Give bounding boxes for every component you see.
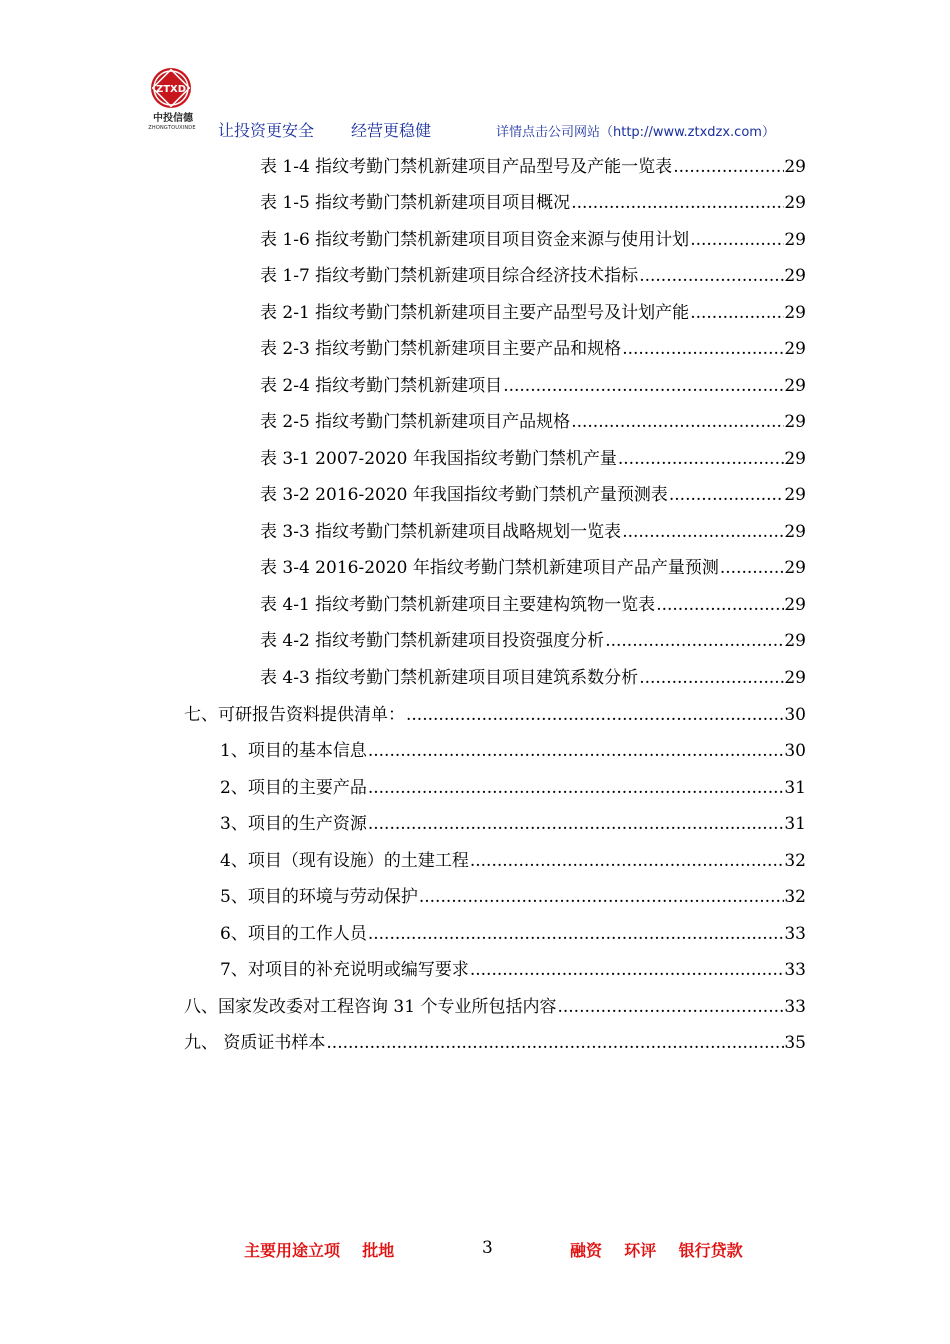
toc-entry-page: 29: [784, 376, 806, 396]
toc-entry-page: 29: [784, 303, 806, 323]
toc-entry-title: 表 1-6 指纹考勤门禁机新建项目项目资金来源与使用计划: [260, 230, 690, 250]
toc-entry[interactable]: [220, 955, 806, 979]
toc-leader-dots: [502, 376, 784, 396]
toc-entry[interactable]: [260, 261, 806, 285]
toc-entry-page: 35: [784, 1033, 806, 1053]
toc-entry-page: 29: [784, 266, 806, 286]
toc-leader-dots: [367, 814, 785, 834]
toc-entry-page: 29: [784, 157, 806, 177]
toc-leader-dots: [719, 558, 785, 578]
toc-entry[interactable]: [260, 371, 806, 395]
toc-leader-dots: [672, 157, 784, 177]
toc-entry-title: 八、国家发改委对工程咨询 31 个专业所包括内容: [184, 997, 557, 1017]
toc-entry-page: 31: [784, 814, 806, 834]
toc-entry[interactable]: [184, 700, 806, 724]
footer-services-text: 融资 环评 银行贷款: [570, 1241, 743, 1260]
toc-entry-page: 29: [784, 631, 806, 651]
toc-entry-page: 29: [784, 339, 806, 359]
slogan-safe-investment: 让投资更安全: [218, 121, 315, 140]
toc-entry[interactable]: [260, 663, 806, 687]
toc-entry-page: 29: [784, 230, 806, 250]
toc-leader-dots: [689, 230, 784, 250]
logo-text: 中投信德: [153, 113, 193, 124]
toc-entry-page: 29: [784, 485, 806, 505]
toc-entry-title: 九、 资质证书样本: [184, 1033, 326, 1053]
toc-entry-title: 表 2-4 指纹考勤门禁机新建项目: [260, 376, 503, 396]
toc-entry-title: 表 4-3 指纹考勤门禁机新建项目项目建筑系数分析: [260, 668, 639, 688]
toc-entry-title: 7、对项目的补充说明或编写要求: [220, 960, 469, 980]
toc-leader-dots: [621, 339, 784, 359]
toc-entry[interactable]: [260, 480, 806, 504]
toc-entry-title: 表 4-1 指纹考勤门禁机新建项目主要建构筑物一览表: [260, 595, 656, 615]
toc-entry-title: 6、项目的工作人员: [220, 924, 367, 944]
toc-entry[interactable]: [260, 553, 806, 577]
toc-entry-title: 表 3-2 2016-2020 年我国指纹考勤门禁机产量预测表: [260, 485, 668, 505]
toc-leader-dots: [367, 924, 785, 944]
toc-leader-dots: [469, 851, 785, 871]
toc-entry[interactable]: [220, 773, 806, 797]
toc-entry-page: 29: [784, 522, 806, 542]
toc-entry-title: 表 3-3 指纹考勤门禁机新建项目战略规划一览表: [260, 522, 622, 542]
toc-entry[interactable]: [260, 334, 806, 358]
toc-entry-title: 表 4-2 指纹考勤门禁机新建项目投资强度分析: [260, 631, 605, 651]
toc-leader-dots: [638, 668, 784, 688]
toc-entry-page: 29: [784, 595, 806, 615]
toc-leader-dots: [668, 485, 785, 505]
toc-entry[interactable]: [260, 407, 806, 431]
toc-entry[interactable]: [260, 298, 806, 322]
toc-entry-title: 表 3-1 2007-2020 年我国指纹考勤门禁机产量: [260, 449, 617, 469]
toc-entry[interactable]: [260, 590, 806, 614]
toc-entry-page: 33: [784, 960, 806, 980]
toc-entry-title: 表 1-4 指纹考勤门禁机新建项目产品型号及产能一览表: [260, 157, 673, 177]
toc-leader-dots: [570, 412, 784, 432]
toc-leader-dots: [638, 266, 784, 286]
toc-entry[interactable]: [260, 152, 806, 176]
toc-entry-page: 32: [784, 851, 806, 871]
toc-leader-dots: [556, 997, 784, 1017]
toc-entry-page: 30: [784, 741, 806, 761]
toc-entry-title: 1、项目的基本信息: [220, 741, 367, 761]
logo-subtext: ZHONGTOUXINDE: [148, 125, 196, 131]
toc-entry-page: 33: [784, 997, 806, 1017]
toc-entry-title: 2、项目的主要产品: [220, 778, 367, 798]
toc-leader-dots: [367, 778, 785, 798]
toc-entry-page: 29: [784, 193, 806, 213]
toc-entry[interactable]: [260, 444, 806, 468]
logo-mark: ZTXD: [155, 84, 187, 95]
toc-entry-page: 29: [784, 558, 806, 578]
toc-leader-dots: [621, 522, 784, 542]
toc-entry-title: 表 1-5 指纹考勤门禁机新建项目项目概况: [260, 193, 571, 213]
toc-entry-title: 表 1-7 指纹考勤门禁机新建项目综合经济技术指标: [260, 266, 639, 286]
toc-entry[interactable]: [220, 736, 806, 760]
toc-entry[interactable]: [220, 809, 806, 833]
toc-entry[interactable]: [184, 992, 806, 1016]
toc-leader-dots: [325, 1033, 784, 1053]
toc-entry[interactable]: [260, 517, 806, 541]
toc-leader-dots: [367, 741, 785, 761]
toc-leader-dots: [469, 960, 785, 980]
toc-leader-dots: [655, 595, 784, 615]
toc-entry-page: 31: [784, 778, 806, 798]
toc-entry-page: 29: [784, 668, 806, 688]
toc-entry-title: 3、项目的生产资源: [220, 814, 367, 834]
toc-entry-page: 32: [784, 887, 806, 907]
toc-entry-title: 七、可研报告资料提供清单：: [184, 705, 405, 725]
toc-entry-page: 33: [784, 924, 806, 944]
toc-entry[interactable]: [260, 225, 806, 249]
toc-entry[interactable]: [220, 882, 806, 906]
toc-leader-dots: [604, 631, 784, 651]
toc-entry[interactable]: [220, 919, 806, 943]
toc-entry-title: 表 2-5 指纹考勤门禁机新建项目产品规格: [260, 412, 571, 432]
toc-leader-dots: [405, 705, 784, 725]
toc-entry-title: 表 2-1 指纹考勤门禁机新建项目主要产品型号及计划产能: [260, 303, 690, 323]
toc-leader-dots: [570, 193, 784, 213]
toc-entry-title: 表 3-4 2016-2020 年指纹考勤门禁机新建项目产品产量预测: [260, 558, 719, 578]
slogan-stable-operation: 经营更稳健: [351, 121, 432, 140]
toc-entry-title: 4、项目（现有设施）的土建工程: [220, 851, 469, 871]
toc-entry[interactable]: [184, 1028, 806, 1052]
page-header: [0, 0, 950, 150]
toc-entry[interactable]: [220, 846, 806, 870]
toc-entry-title: 5、项目的环境与劳动保护: [220, 887, 418, 907]
company-website-link[interactable]: 详情点击公司网站（http://www.ztxdzx.com）: [496, 125, 775, 140]
toc-entry-page: 29: [784, 449, 806, 469]
toc-entry[interactable]: [260, 626, 806, 650]
page-number: 3: [482, 1238, 493, 1258]
toc-leader-dots: [418, 887, 785, 907]
toc-leader-dots: [689, 303, 784, 323]
toc-entry-page: 30: [784, 705, 806, 725]
toc-entry[interactable]: [260, 188, 806, 212]
toc-entry-title: 表 2-3 指纹考勤门禁机新建项目主要产品和规格: [260, 339, 622, 359]
toc-leader-dots: [617, 449, 785, 469]
toc-entry-page: 29: [784, 412, 806, 432]
footer-purpose-text: 主要用途立项 批地: [244, 1241, 395, 1260]
